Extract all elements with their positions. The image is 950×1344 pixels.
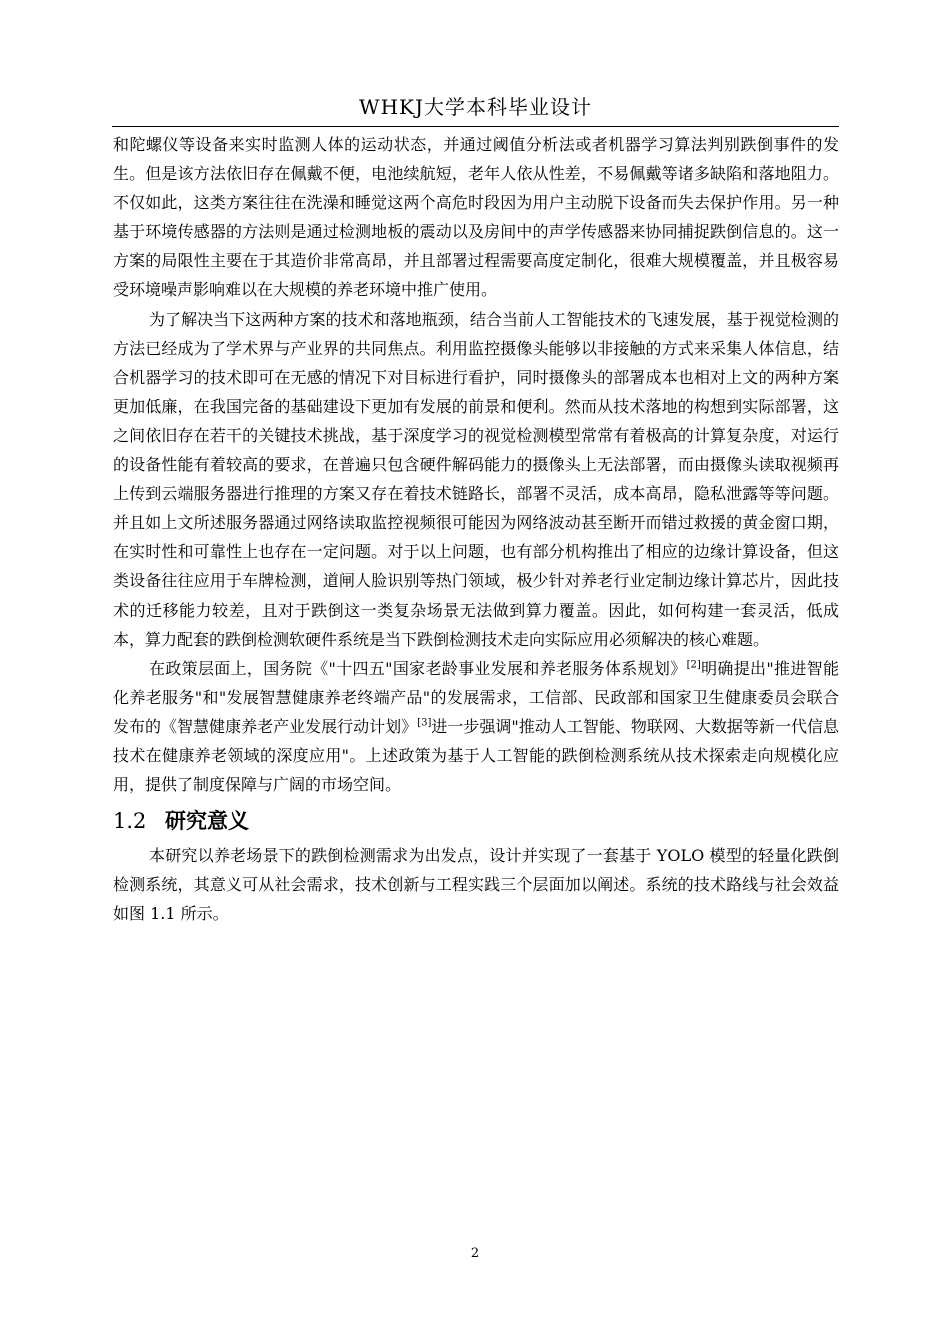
header-divider: [112, 126, 839, 127]
section-number: 1.2: [113, 809, 147, 834]
paragraph-wearable-sensors: 和陀螺仪等设备来实时监测人体的运动状态，并通过阈值分析法或者机器学习算法判别跌倒事件的发生。但是该方法依旧存在佩戴不便，电池续航短，老年人依从性差，不易佩戴等诸多缺陷和落地阻力。不仅如此，这类方案往往在洗澡和睡觉这两个高危时段因为用户主动脱下设备而失去保护作用。另一种基于环境传感器的方法则是通过检测地板的震动以及房间中的声学传感器来协同捕捉跌倒信息的。这一方案的局限性主要在于其造价非常高昂，并且部署过程需要高度定制化，很难大规模覆盖，并且极容易受环境噪声影响难以在大规模的养老环境中推广使用。: [113, 135, 839, 300]
paragraph-research-significance: 本研究以养老场景下的跌倒检测需求为出发点，设计并实现了一套基于 YOLO 模型的轻量化跌倒检测系统，其意义可从社会需求，技术创新与工程实践三个层面加以阐述。系统的技术路线与社会效益如图 1.1 所示。: [113, 846, 839, 924]
document-body: [113, 130, 839, 928]
policy-text-part3: 进一步强调"推动人工智能、物联网、大数据等新一代信息技术在健康养老领域的深度应用"。上述政策为基于人工智能的跌倒检测系统从技术探索走向规模化应用，提供了制度保障与广阔的市场空间。: [113, 716, 839, 795]
section-heading: [113, 803, 839, 839]
policy-text-part1: 在政策层面上，国务院《"十四五"国家老龄事业发展和养老服务体系规划》: [149, 658, 687, 678]
policy-text-part2: 明确提出"推进智能化养老服务"和"发展智慧健康养老终端产品"的发展需求，工信部、民政部和国家卫生健康委员会联合发布的《智慧健康养老产业发展行动计划》: [113, 658, 839, 736]
paragraph-vision-detection: 为了解决当下这两种方案的技术和落地瓶颈，结合当前人工智能技术的飞速发展，基于视觉检测的方法已经成为了学术界与产业界的共同焦点。利用监控摄像头能够以非接触的方式来采集人体信息，结合机器学习的技术即可在无感的情况下对目标进行看护，同时摄像头的部署成本也相对上文的两种方案更加低廉，在我国完备的基础建设下更加有发展的前景和便利。然而从技术落地的构想到实际部署，这之间依旧存在若干的关键技术挑战，基于深度学习的视觉检测模型常常有着极高的计算复杂度，对运行的设备性能有着较高的要求，在普遍只包含硬件解码能力的摄像头上无法部署，而由摄像头读取视频再上传到云端服务器进行推理的方案又存在着技术链路长，部署不灵活，成本高昂，隐私泄露等等问题。并且如上文所述服务器通过网络读取监控视频很可能因为网络波动甚至断开而错过救援的黄金窗口期，在实时性和可靠性上也存在一定问题。对于以上问题，也有部分机构推出了相应的边缘计算设备，但这类设备往往应用于车牌检测，道闸人脸识别等热门领域，极少针对养老行业定制边缘计算芯片，因此技术的迁移能力较差，且对于跌倒这一类复杂场景无法做到算力覆盖。因此，如何构建一套灵活，低成本，算力配套的跌倒检测软硬件系统是当下跌倒检测技术走向实际应用必须解决的核心难题。: [113, 309, 839, 649]
page-number: 2: [470, 1246, 480, 1261]
paragraph-policy: [113, 654, 839, 799]
citation-ref-3[interactable]: [3]: [417, 717, 432, 729]
page-header-title: WHKJ大学本科毕业设计: [359, 95, 592, 119]
citation-ref-2[interactable]: [2]: [686, 659, 701, 671]
section-title: 研究意义: [165, 809, 249, 834]
